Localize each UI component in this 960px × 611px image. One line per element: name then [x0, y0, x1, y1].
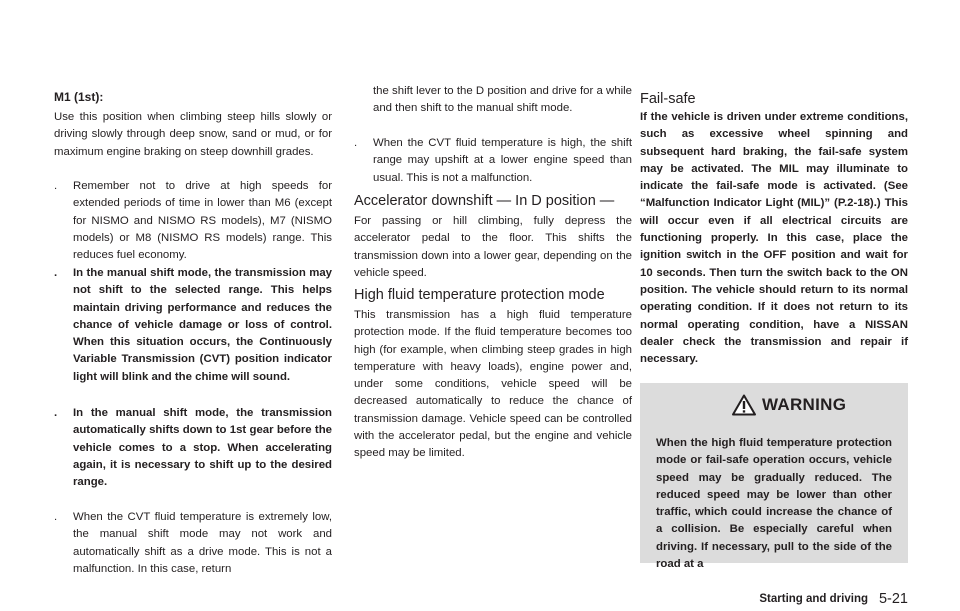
- section-text-failsafe: If the vehicle is driven under extreme conditions, such as excessive wheel spinning and subsequent hard braking, the fail-safe system may be activated. The MIL may illuminate to indicate the fail-safe mode is activated. (See “Malfunction Indicator Light (MIL)” (P.2-18).) This will occur even if all electrical circuits are functioning properly. In this case, place the ignition switch in the OFF position and wait for 10 seconds. Then turn the switch back to the ON position. The vehicle should return to its normal operating condition. If it does not return to its normal operating condition, have a NISSAN dealer check the transmission and repair if necessary.: [640, 111, 908, 366]
- list-item: [54, 178, 332, 264]
- warning-triangle-icon: [732, 394, 756, 416]
- list-item-text: In the manual shift mode, the transmission may not shift to the selected range. This helps maintain driving performance and reduces the chance of vehicle damage or loss of control. When this situation occurs, the Continuously Variable Transmission (CVT) position indicator light will blink and the chime will sound.: [73, 267, 332, 383]
- footer-section-title: Starting and driving: [759, 593, 868, 605]
- warning-box: [640, 383, 908, 571]
- page-number: 5-21: [878, 591, 908, 607]
- list-item: [54, 509, 332, 578]
- warning-title: WARNING: [762, 395, 847, 414]
- bullet-marker: .: [54, 267, 58, 279]
- list-item: [354, 135, 632, 187]
- section-title-failsafe: Fail-safe: [640, 91, 696, 107]
- section-title-accelerator: Accelerator downshift — In D position —: [354, 193, 615, 209]
- bullet-marker: .: [54, 407, 58, 419]
- list-item: [54, 265, 332, 386]
- list-item-text: When the CVT fluid temperature is extremely low, the manual shift mode may not work and automatically shift as a drive mode. This is not a malfunction. In this case, return: [73, 511, 332, 575]
- warning-text: When the high fluid temperature protection mode or fail-safe operation occurs, vehicle speed may be gradually reduced. The reduced speed may be lower than other traffic, which could increase the chance of a collision. Be especially careful when driving. If necessary, pull to the side of the road at a: [656, 437, 892, 571]
- bullet-marker: .: [54, 511, 58, 523]
- section-text-accelerator: For passing or hill climbing, fully depress the accelerator pedal to the floor. This shifts the transmission down into a lower gear, depending on the vehicle speed.: [354, 215, 632, 279]
- page-footer: [0, 593, 960, 611]
- list-item-text: Remember not to drive at high speeds for extended periods of time in lower than M6 (except for NISMO and NISMO RS models), M7 (NISMO models) or M8 (NISMO RS models) range. This reduces fuel economy.: [73, 180, 332, 262]
- section-text-protection: This transmission has a high fluid temperature protection mode. If the fluid temperature becomes too high (for example, when climbing steep grades in high temperature with heavy loads), engine power and, under some conditions, vehicle speed will be decreased automatically to reduce the chance of transmission damage. Vehicle speed can be controlled with the accelerator pedal, but the engine and vehicle speed may be limited.: [354, 309, 632, 460]
- m1-intro: Use this position when climbing steep hills slowly or driving slowly through deep snow, sand or mud, or for maximum engine braking on steep downhill grades.: [54, 111, 332, 158]
- warning-header: [640, 391, 908, 419]
- section-title-protection: High fluid temperature protection mode: [354, 287, 605, 303]
- m1-heading: M1 (1st):: [54, 90, 104, 104]
- list-item-text: When the CVT fluid temperature is high, the shift range may upshift at a lower engine speed than usual. This is not a malfunction.: [373, 137, 632, 184]
- bullet-marker: .: [54, 180, 58, 192]
- list-item: [54, 405, 332, 491]
- list-item-text: In the manual shift mode, the transmission automatically shifts down to 1st gear before the vehicle comes to a stop. When accelerating again, it is necessary to shift up to the desired range.: [73, 407, 332, 489]
- continuation-text: the shift lever to the D position and drive for a while and then shift to the manual shift mode.: [373, 85, 632, 115]
- bullet-marker: .: [354, 137, 358, 149]
